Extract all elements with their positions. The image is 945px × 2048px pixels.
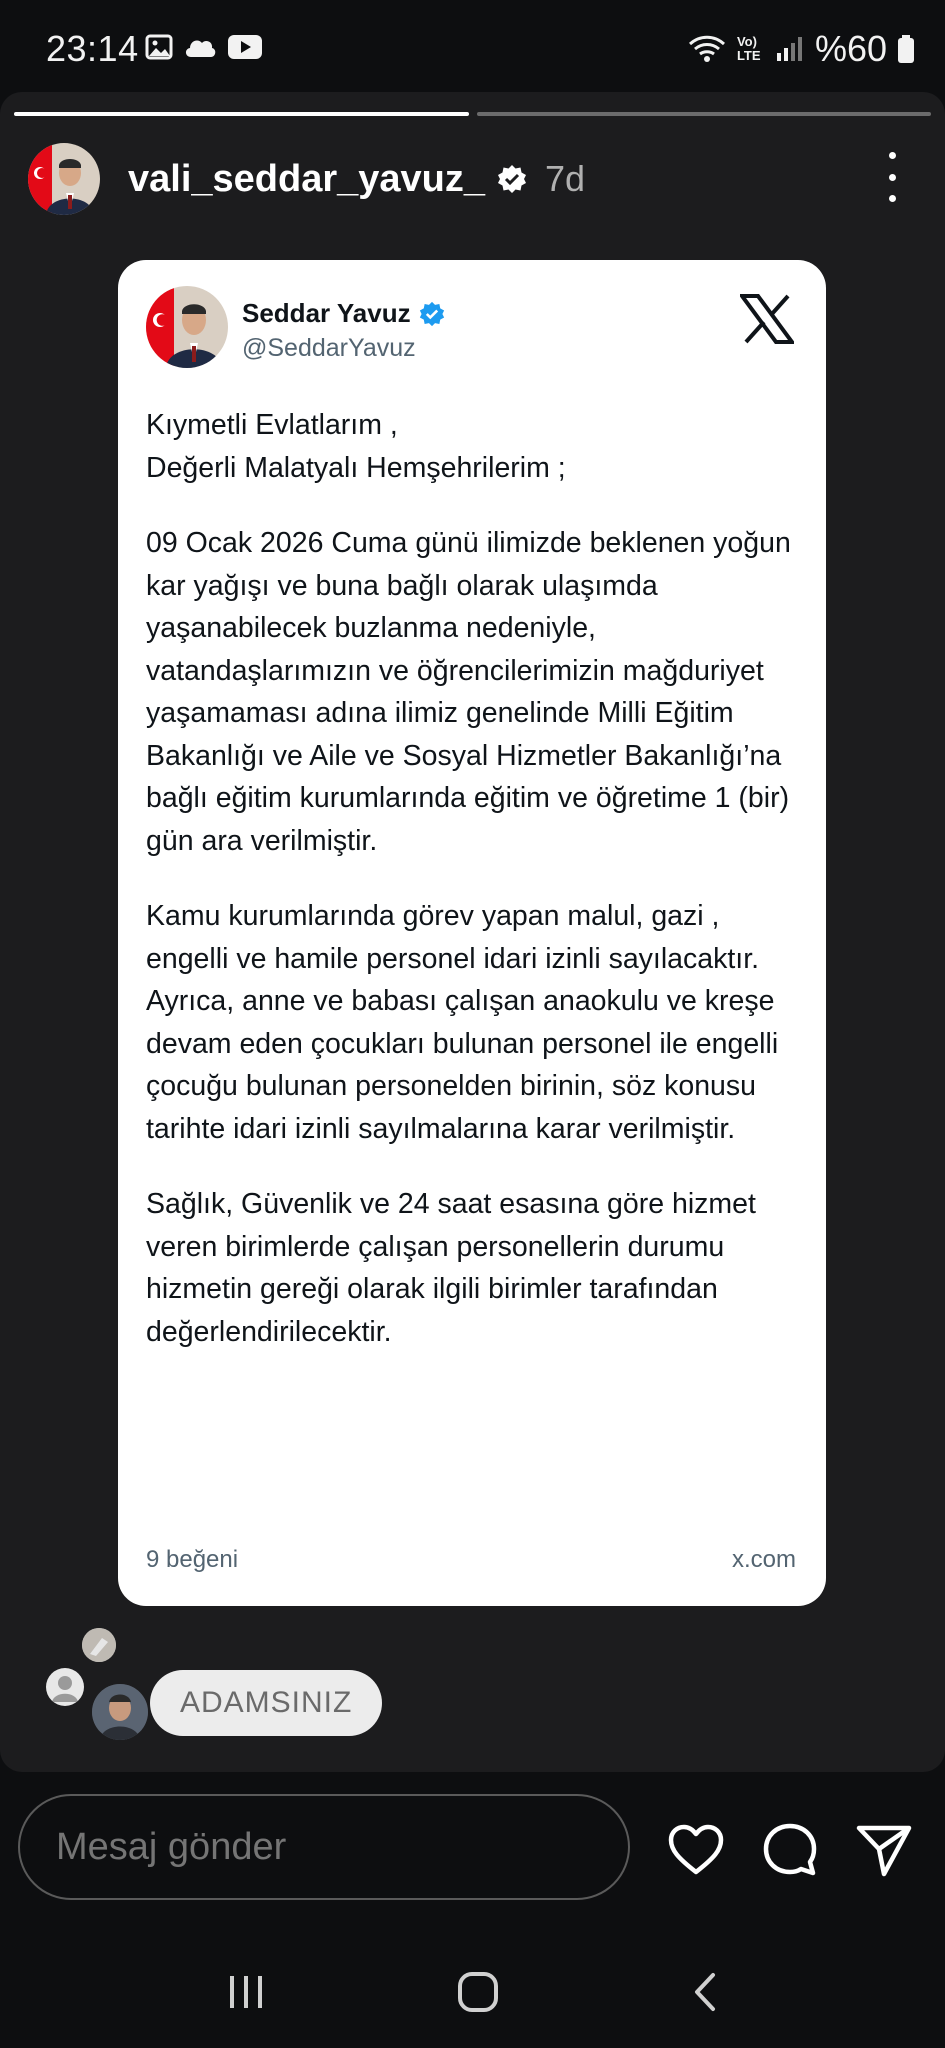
reply-bar <box>0 1772 945 1912</box>
mention-sticker[interactable] <box>40 1628 440 1758</box>
mention-text-bubble: ADAMSINIZ <box>150 1670 382 1736</box>
comment-icon[interactable] <box>762 1822 818 1878</box>
network-label: Vo) LTE <box>736 34 761 63</box>
recents-icon[interactable] <box>226 1974 266 2015</box>
story-viewer[interactable] <box>0 92 945 1772</box>
tweet-card[interactable] <box>118 260 826 1606</box>
home-icon[interactable] <box>457 1971 499 2018</box>
status-bar <box>0 0 945 92</box>
tweet-likes: 9 beğeni <box>146 1546 239 1573</box>
mention-avatar-small <box>82 1628 116 1662</box>
back-icon[interactable] <box>691 1971 719 2018</box>
battery-icon <box>897 34 915 64</box>
progress-segment <box>477 112 932 116</box>
mention-avatar-photo <box>92 1684 148 1740</box>
tweet-avatar <box>146 286 228 368</box>
battery-percent: %60 <box>814 28 887 69</box>
tweet-author-name <box>242 298 445 329</box>
tweet-author-label: Seddar Yavuz <box>242 298 411 328</box>
story-header <box>28 134 925 224</box>
verified-icon <box>419 301 445 327</box>
progress-segment <box>14 112 469 116</box>
avatar[interactable] <box>28 143 100 215</box>
image-icon <box>145 34 173 60</box>
story-progress <box>14 112 931 116</box>
reply-actions <box>668 1822 912 1878</box>
status-right <box>687 28 915 70</box>
story-age: 7d <box>545 158 586 199</box>
tweet-site: x.com <box>731 1546 796 1573</box>
cloud-icon <box>183 35 217 59</box>
verified-icon <box>497 164 527 194</box>
mention-avatar-default <box>46 1668 84 1706</box>
send-icon[interactable] <box>856 1822 912 1878</box>
status-notification-icons <box>145 34 263 60</box>
more-icon[interactable] <box>877 152 907 202</box>
tweet-paragraph: 09 Ocak 2026 Cuma günü ilimizde beklenen yoğun kar yağışı ve buna bağlı olarak ulaşımda yaşanabilecek buzlanma nedeniyle, vatandaşlarımızın ve öğrencilerimizin mağduriyet yaşamaması adına ilimiz genelinde Milli Eğitim Bakanlığı ve Aile ve Sosyal Hizmetler Bakanlığı’na bağlı eğitim kurumlarında eğitim ve öğretime 1 (bir) gün ara verilmiştir. <box>146 527 791 857</box>
tweet-body <box>146 404 802 1386</box>
tweet-handle: @SeddarYavuz <box>242 334 416 362</box>
signal-icon <box>775 35 805 63</box>
youtube-icon <box>227 34 263 60</box>
status-time: 23:14 <box>46 28 139 69</box>
wifi-icon <box>687 34 727 64</box>
tweet-paragraph: Kamu kurumlarında görev yapan malul, gazi , engelli ve hamile personel idari izinli sayılacaktır. Ayrıca, anne ve babası çalışan anaokulu ve kreşe devam eden çocukları bulunan personel ile engelli çocuğu bulunan personelden birinin, söz konusu tarihte idari izinli sayılmalarına karar verilmiştir. <box>146 900 779 1145</box>
x-logo-icon <box>740 294 794 344</box>
system-nav-bar <box>0 1940 945 2048</box>
story-username[interactable]: vali_seddar_yavuz_ <box>128 157 486 200</box>
tweet-paragraph: Sağlık, Güvenlik ve 24 saat esasına göre hizmet veren birimlerde çalışan personellerin durumu hizmetin gereği olarak ilgili birimler tarafından değerlendirilecektir. <box>146 1188 756 1348</box>
tweet-paragraph: Kıymetli Evlatlarım , Değerli Malatyalı Hemşehrilerim ; <box>146 409 566 484</box>
message-input[interactable] <box>18 1794 630 1900</box>
heart-icon[interactable] <box>668 1822 724 1878</box>
